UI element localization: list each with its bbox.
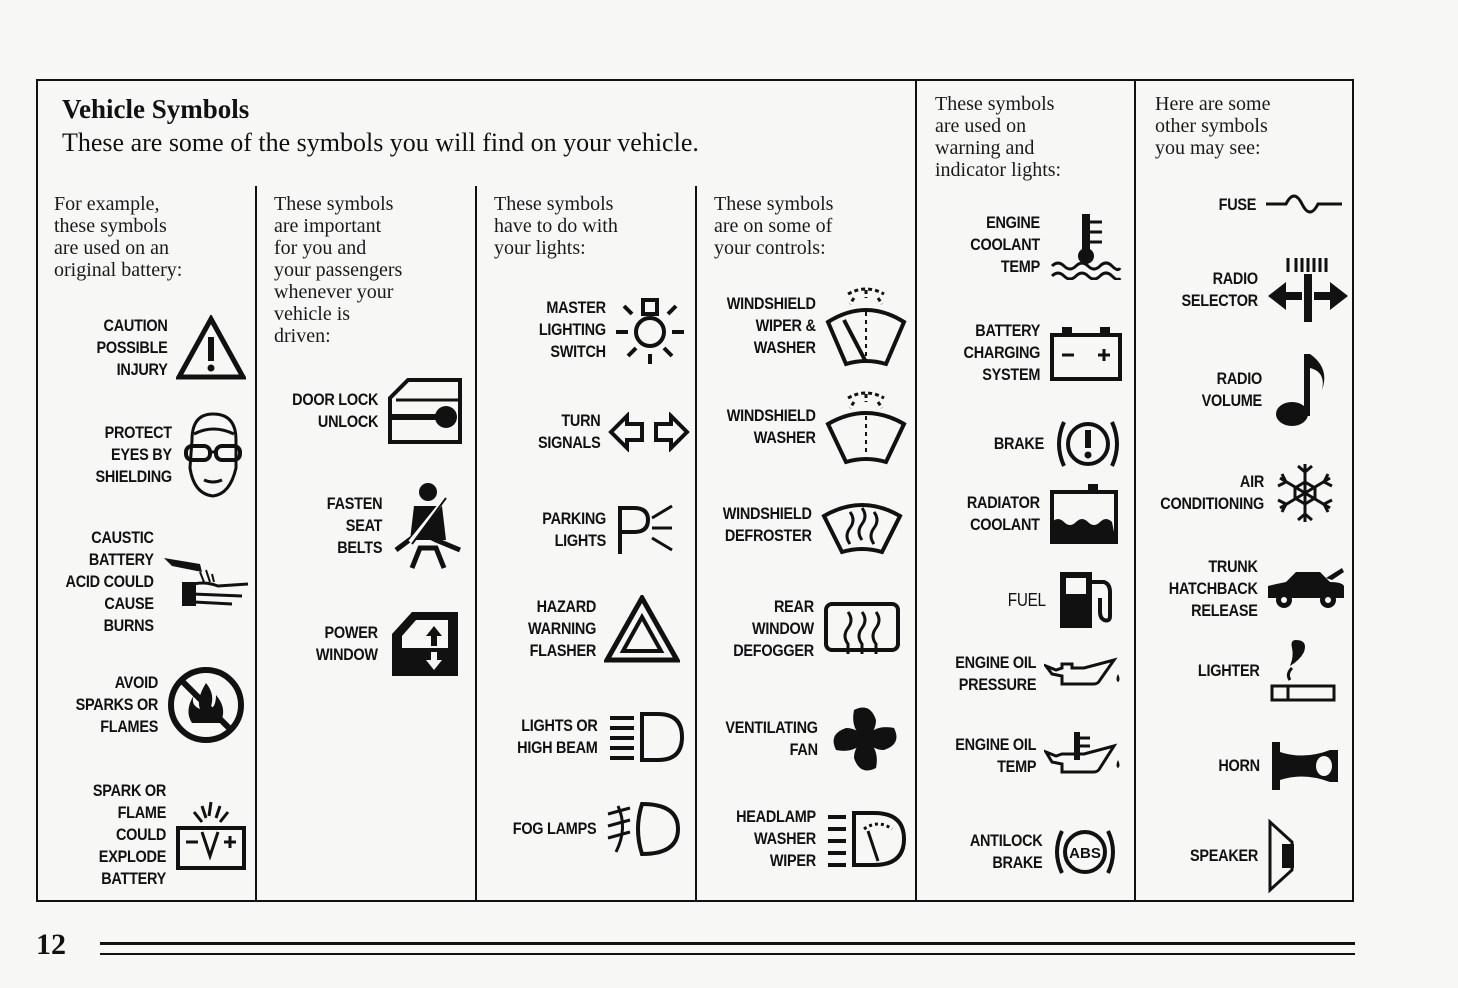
- symbol-label: WINDSHIELD WASHER: [727, 406, 816, 447]
- oil-temp-icon: [1044, 730, 1124, 782]
- coolant-temp-icon: [1048, 210, 1124, 280]
- symbol-battery: [950, 320, 1124, 386]
- symbol-label: FUSE: [1218, 195, 1256, 214]
- symbol-turn-signals: [527, 410, 690, 454]
- radiator-icon: [1048, 482, 1120, 546]
- symbol-label: RADIO SELECTOR: [1181, 269, 1258, 310]
- symbol-air-conditioning: [1142, 460, 1338, 526]
- horn-icon: [1268, 738, 1342, 794]
- symbol-hazard: [516, 595, 680, 663]
- symbol-label: CAUTION POSSIBLE INJURY: [96, 316, 168, 379]
- symbol-speaker: [1178, 818, 1298, 894]
- symbol-horn: [1211, 738, 1342, 794]
- symbol-label: TRUNK HATCHBACK RELEASE: [1169, 557, 1258, 620]
- speaker-icon: [1266, 818, 1298, 894]
- symbol-lighter: [1187, 636, 1338, 706]
- caution-triangle-icon: [176, 315, 246, 381]
- symbol-label: VENTILATING FAN: [725, 718, 818, 759]
- symbol-label: REAR WINDOW DEFOGGER: [733, 597, 814, 660]
- fog-lamp-icon: [604, 800, 680, 858]
- symbol-label: PARKING LIGHTS: [542, 509, 606, 550]
- column-intro: These symbols are on some of your controls:: [714, 193, 834, 259]
- symbol-label: LIGHTER: [1198, 661, 1260, 680]
- symbol-label: HEADLAMP WASHER WIPER: [736, 807, 816, 870]
- column-divider: [695, 186, 697, 901]
- symbol-label: ENGINE COOLANT TEMP: [970, 213, 1040, 276]
- turn-signal-arrows-icon: [608, 412, 690, 452]
- symbol-wiper-washer: [711, 284, 908, 368]
- symbol-protect-eyes: [82, 410, 246, 500]
- column-divider: [915, 80, 917, 901]
- face-goggles-icon: [180, 410, 246, 500]
- fuel-pump-icon: [1054, 568, 1116, 632]
- oil-can-icon: [1044, 654, 1124, 694]
- symbol-label: RADIATOR COOLANT: [967, 493, 1040, 534]
- lighter-icon: [1268, 636, 1338, 706]
- symbol-defroster: [707, 494, 904, 556]
- symbol-label: SPEAKER: [1189, 846, 1258, 865]
- symbol-label: LIGHTS OR HIGH BEAM: [517, 716, 598, 757]
- symbol-ventilating-fan: [709, 700, 904, 778]
- parking-lights-icon: [614, 502, 676, 558]
- high-beam-icon: [606, 710, 686, 764]
- abs-icon-text: ABS: [1069, 845, 1101, 862]
- symbol-radio-selector: [1168, 254, 1350, 326]
- symbol-high-beam: [503, 710, 686, 764]
- symbol-label: FOG LAMPS: [512, 819, 596, 838]
- symbol-label: SPARK OR FLAME COULD EXPLODE BATTERY: [92, 781, 166, 888]
- symbol-label: DOOR LOCK UNLOCK: [291, 390, 378, 431]
- column-intro: These symbols have to do with your lights:: [494, 193, 618, 259]
- light-bulb-icon: [614, 294, 686, 366]
- footer-rule: [100, 953, 1355, 955]
- symbol-label: RADIO VOLUME: [1201, 369, 1262, 410]
- music-note-icon: [1270, 350, 1334, 430]
- door-lock-icon: [386, 376, 466, 446]
- symbol-fuse: [1212, 190, 1344, 220]
- symbol-coolant-temp: [958, 210, 1124, 280]
- symbol-fog-lamps: [498, 800, 680, 858]
- symbol-label: AVOID SPARKS OR FLAMES: [75, 673, 158, 736]
- symbol-label: ENGINE OIL TEMP: [955, 735, 1036, 776]
- page-title: Vehicle Symbols: [62, 94, 250, 124]
- radio-selector-icon: [1266, 254, 1350, 326]
- symbol-headlamp-washer: [722, 806, 908, 872]
- symbol-power-window: [305, 608, 464, 680]
- symbol-label: BRAKE: [993, 434, 1044, 453]
- symbol-label: HAZARD WARNING FLASHER: [527, 597, 596, 660]
- page-subtitle: These are some of the symbols you will find on your vehicle.: [62, 128, 699, 157]
- defroster-icon: [820, 494, 904, 556]
- power-window-icon: [386, 608, 464, 680]
- symbol-label: POWER WINDOW: [316, 623, 378, 664]
- symbol-spark-explode: [80, 780, 248, 890]
- column-divider: [475, 186, 477, 901]
- symbol-label: ANTILOCK BRAKE: [969, 831, 1042, 872]
- column-intro: These symbols are used on warning and indicator lights:: [935, 93, 1062, 181]
- hazard-triangle-icon: [604, 595, 680, 663]
- rear-defogger-icon: [822, 598, 902, 660]
- symbol-label: WINDSHIELD WIPER & WASHER: [727, 294, 816, 357]
- symbol-avoid-sparks: [61, 665, 246, 745]
- battery-icon: [1048, 323, 1124, 383]
- symbol-oil-temp: [941, 730, 1124, 782]
- symbol-label: WINDSHIELD DEFROSTER: [723, 504, 812, 545]
- fuse-icon: [1264, 190, 1344, 220]
- symbol-label: TURN SIGNALS: [537, 411, 600, 452]
- abs-icon: [1050, 823, 1120, 881]
- symbol-label: FASTEN SEAT BELTS: [326, 494, 382, 557]
- column-divider: [255, 186, 257, 901]
- symbol-label: PROTECT EYES BY SHIELDING: [95, 423, 172, 486]
- brake-warning-icon: [1052, 414, 1124, 474]
- symbol-radiator: [954, 482, 1120, 546]
- column-intro: These symbols are important for you and your passengers whenever your vehicle is driven:: [274, 193, 403, 347]
- symbol-caustic-acid: [50, 527, 250, 637]
- symbol-brake: [985, 414, 1124, 474]
- symbol-parking-lights: [531, 502, 676, 558]
- fan-icon: [826, 700, 904, 778]
- symbol-trunk-release: [1153, 556, 1346, 622]
- symbol-oil-pressure: [941, 652, 1124, 696]
- symbol-windshield-washer: [711, 388, 908, 466]
- column-intro: For example, these symbols are used on an original battery:: [54, 193, 183, 281]
- symbol-label: CAUSTIC BATTERY ACID COULD CAUSE BURNS: [65, 528, 154, 635]
- windshield-washer-icon: [824, 388, 908, 466]
- wiper-washer-icon: [824, 284, 908, 368]
- no-flame-icon: [166, 665, 246, 745]
- exploding-battery-icon: [174, 798, 248, 872]
- snowflake-icon: [1272, 460, 1338, 526]
- symbol-radio-volume: [1191, 350, 1334, 430]
- symbol-antilock-brake: [957, 823, 1120, 881]
- symbol-label: AIR CONDITIONING: [1160, 472, 1264, 513]
- symbol-label: BATTERY CHARGING SYSTEM: [963, 321, 1040, 384]
- symbol-master-lighting: [527, 294, 686, 366]
- symbol-fuel: [1001, 568, 1116, 632]
- symbol-label: FUEL: [1007, 590, 1046, 610]
- headlamp-washer-icon: [824, 807, 908, 871]
- symbol-label: ENGINE OIL PRESSURE: [955, 653, 1036, 694]
- symbol-label: MASTER LIGHTING SWITCH: [538, 298, 606, 361]
- symbol-door-lock: [277, 376, 466, 446]
- symbol-label: HORN: [1218, 756, 1260, 775]
- footer-rule: [100, 942, 1355, 945]
- column-divider: [1134, 80, 1136, 901]
- symbol-caution: [84, 315, 246, 381]
- car-trunk-icon: [1266, 566, 1346, 612]
- symbol-rear-defogger: [719, 596, 902, 662]
- acid-hand-icon: [162, 552, 250, 612]
- seat-belt-icon: [390, 480, 466, 572]
- symbol-seat-belts: [317, 480, 466, 572]
- page-number: 12: [36, 928, 66, 961]
- column-intro: Here are some other symbols you may see:: [1155, 93, 1271, 159]
